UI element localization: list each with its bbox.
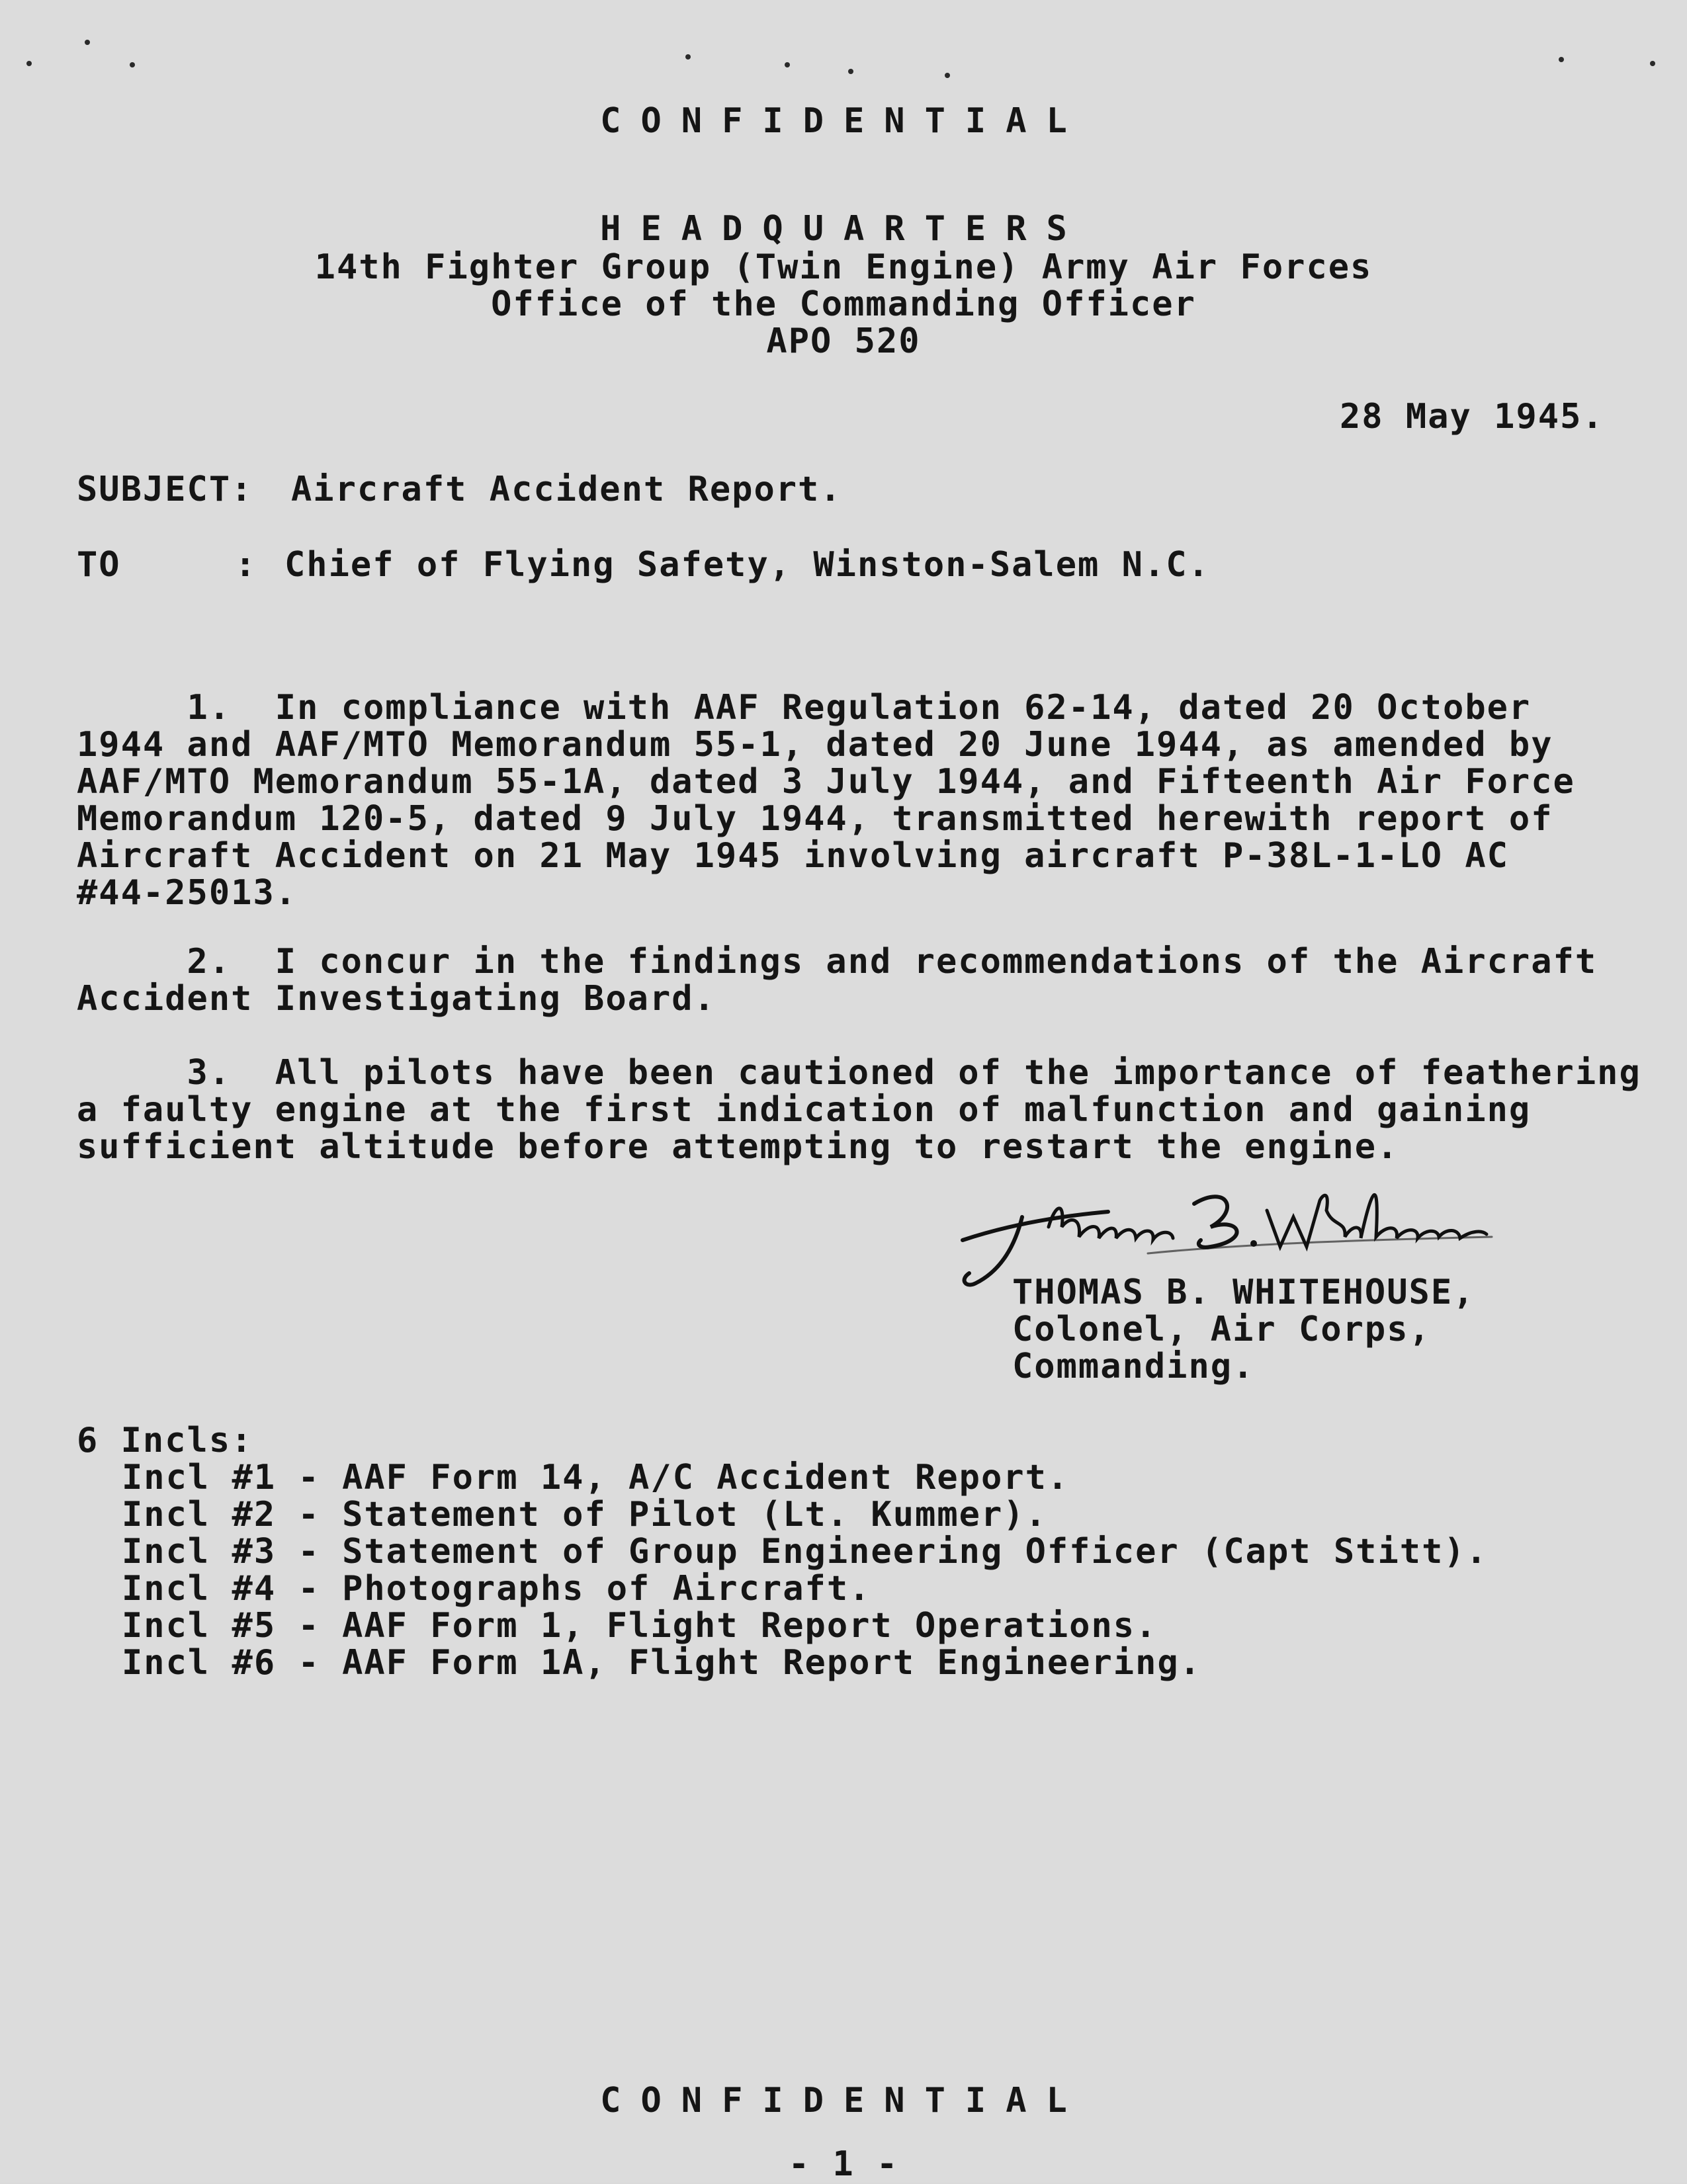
paragraph-1-line: Memorandum 120-5, dated 9 July 1944, transmitted herewith report of <box>77 799 1553 839</box>
letter-date: 28 May 1945. <box>1340 397 1604 437</box>
subject-label: SUBJECT: <box>77 470 253 509</box>
paragraph-2-line: 2. I concur in the findings and recommendations of the Aircraft <box>77 942 1598 982</box>
paragraph-3-line: a faulty engine at the first indication of malfunction and gaining <box>77 1090 1532 1130</box>
signer-role: Commanding. <box>1012 1347 1255 1386</box>
paragraph-1-line: 1944 and AAF/MTO Memorandum 55-1, dated 20 June 1944, as amended by <box>77 725 1553 765</box>
scan-speck <box>945 73 950 78</box>
page-number: - 1 - <box>788 2144 899 2184</box>
inclosure-item: Incl #6 - AAF Form 1A, Flight Report Engineering. <box>122 1643 1202 1683</box>
paragraph-2-line: Accident Investigating Board. <box>77 979 716 1019</box>
scan-speck <box>130 62 135 67</box>
inclosure-item: Incl #2 - Statement of Pilot (Lt. Kummer). <box>122 1495 1047 1534</box>
inclosure-item: Incl #1 - AAF Form 14, A/C Accident Report. <box>122 1458 1070 1497</box>
paragraph-1-line: #44-25013. <box>77 873 298 913</box>
paragraph-1-line: Aircraft Accident on 21 May 1945 involving aircraft P-38L-1-LO AC <box>77 836 1509 876</box>
scan-speck <box>1559 57 1564 62</box>
signer-name: THOMAS B. WHITEHOUSE, <box>1012 1273 1475 1312</box>
classification-bottom: CONFIDENTIAL <box>600 2081 1087 2121</box>
letterhead-office: Office of the Commanding Officer <box>491 284 1196 324</box>
classification-top: CONFIDENTIAL <box>600 101 1087 141</box>
inclosure-item: Incl #4 - Photographs of Aircraft. <box>122 1569 871 1609</box>
scan-speck <box>85 40 90 45</box>
scan-speck <box>26 61 32 66</box>
letterhead-org: HEADQUARTERS <box>600 209 1087 249</box>
paragraph-3-line: 3. All pilots have been cautioned of the importance of feathering <box>77 1053 1641 1093</box>
paragraph-3-line: sufficient altitude before attempting to restart the engine. <box>77 1127 1399 1167</box>
scan-speck <box>848 69 853 74</box>
subject-value: Aircraft Accident Report. <box>291 470 842 509</box>
to-colon: : <box>235 545 257 585</box>
letterhead-unit: 14th Fighter Group (Twin Engine) Army Air Forces <box>314 247 1373 287</box>
paragraph-1-line: AAF/MTO Memorandum 55-1A, dated 3 July 1944, and Fifteenth Air Force <box>77 762 1575 802</box>
inclosures-heading: 6 Incls: <box>77 1421 253 1460</box>
inclosure-item: Incl #5 - AAF Form 1, Flight Report Operations. <box>122 1606 1158 1646</box>
scan-speck <box>1650 61 1655 66</box>
scan-speck <box>785 62 790 67</box>
letterhead-apo: APO 520 <box>766 321 921 361</box>
to-label: TO <box>77 545 121 585</box>
signer-rank: Colonel, Air Corps, <box>1012 1310 1431 1349</box>
inclosure-item: Incl #3 - Statement of Group Engineering Officer (Capt Stitt). <box>122 1532 1489 1572</box>
scan-speck <box>685 54 691 60</box>
to-value: Chief of Flying Safety, Winston-Salem N.C. <box>284 545 1210 585</box>
paragraph-1-line: 1. In compliance with AAF Regulation 62-14, dated 20 October <box>77 688 1532 728</box>
